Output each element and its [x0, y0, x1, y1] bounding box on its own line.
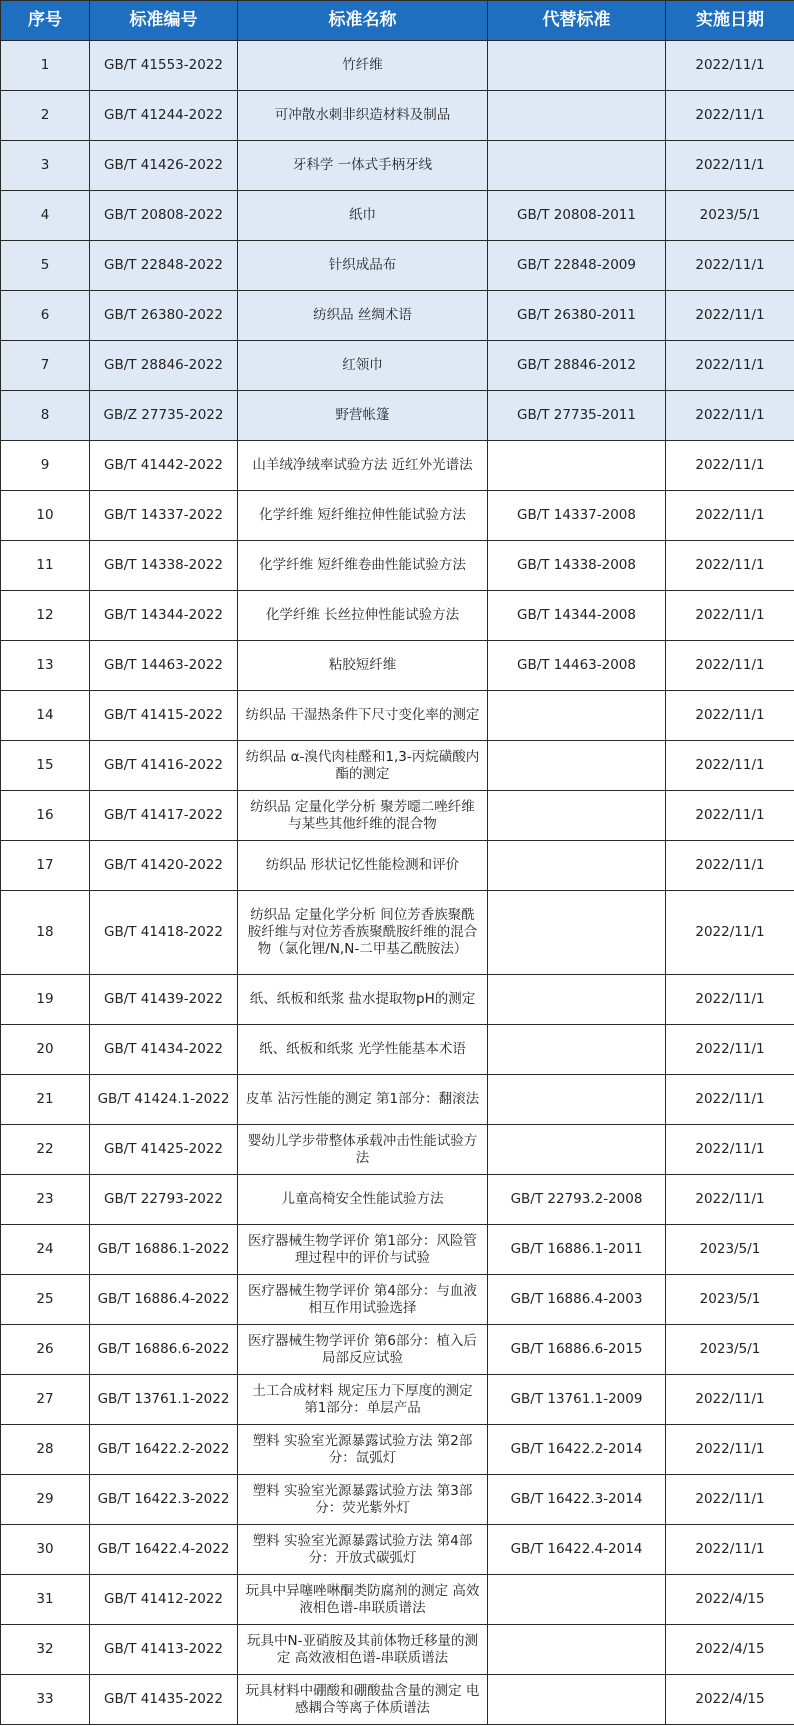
header-row: [1, 1, 794, 41]
standard-code: GB/T 41439-2022: [90, 975, 238, 1025]
replaced-standard: [488, 1025, 666, 1075]
standard-code: GB/T 13761.1-2022: [90, 1375, 238, 1425]
table-row: [1, 591, 794, 641]
replaced-standard: [488, 1625, 666, 1675]
standard-name: 纸、纸板和纸浆 盐水提取物pH的测定: [238, 975, 488, 1025]
effective-date: 2022/11/1: [666, 441, 794, 491]
effective-date: 2022/11/1: [666, 641, 794, 691]
table-row: [1, 141, 794, 191]
standard-code: GB/T 16422.3-2022: [90, 1475, 238, 1525]
table-row: [1, 1225, 794, 1275]
replaced-standard: GB/T 26380-2011: [488, 291, 666, 341]
row-number: 3: [1, 141, 90, 191]
row-number: 29: [1, 1475, 90, 1525]
row-number: 14: [1, 691, 90, 741]
table-row: [1, 341, 794, 391]
replaced-standard: GB/T 16422.2-2014: [488, 1425, 666, 1475]
replaced-standard: GB/T 14337-2008: [488, 491, 666, 541]
table-row: [1, 291, 794, 341]
replaced-standard: [488, 1575, 666, 1625]
effective-date: 2022/4/15: [666, 1625, 794, 1675]
standard-code: GB/Z 27735-2022: [90, 391, 238, 441]
table-row: [1, 1175, 794, 1225]
standard-code: GB/T 22848-2022: [90, 241, 238, 291]
row-number: 17: [1, 841, 90, 891]
effective-date: 2023/5/1: [666, 1225, 794, 1275]
standard-code: GB/T 28846-2022: [90, 341, 238, 391]
replaced-standard: GB/T 13761.1-2009: [488, 1375, 666, 1425]
row-number: 22: [1, 1125, 90, 1175]
standard-code: GB/T 14463-2022: [90, 641, 238, 691]
replaced-standard: GB/T 16422.4-2014: [488, 1525, 666, 1575]
replaced-standard: [488, 1075, 666, 1125]
row-number: 2: [1, 91, 90, 141]
effective-date: 2022/11/1: [666, 975, 794, 1025]
standard-name: 玩具材料中硼酸和硼酸盐含量的测定 电感耦合等离子体质谱法: [238, 1675, 488, 1725]
standard-name: 医疗器械生物学评价 第4部分：与血液相互作用试验选择: [238, 1275, 488, 1325]
standard-code: GB/T 14337-2022: [90, 491, 238, 541]
effective-date: 2022/11/1: [666, 141, 794, 191]
standard-name: 土工合成材料 规定压力下厚度的测定 第1部分：单层产品: [238, 1375, 488, 1425]
table-row: [1, 841, 794, 891]
row-number: 28: [1, 1425, 90, 1475]
table-row: [1, 91, 794, 141]
standard-code: GB/T 41415-2022: [90, 691, 238, 741]
replaced-standard: GB/T 16422.3-2014: [488, 1475, 666, 1525]
row-number: 21: [1, 1075, 90, 1125]
table-row: [1, 491, 794, 541]
standard-code: GB/T 41424.1-2022: [90, 1075, 238, 1125]
table-row: [1, 241, 794, 291]
standard-code: GB/T 41420-2022: [90, 841, 238, 891]
standard-code: GB/T 41417-2022: [90, 791, 238, 841]
standard-code: GB/T 16422.2-2022: [90, 1425, 238, 1475]
effective-date: 2022/11/1: [666, 41, 794, 91]
standard-name: 纺织品 α-溴代肉桂醛和1,3-丙烷磺酸内酯的测定: [238, 741, 488, 791]
replaced-standard: [488, 91, 666, 141]
row-number: 12: [1, 591, 90, 641]
effective-date: 2022/11/1: [666, 691, 794, 741]
row-number: 13: [1, 641, 90, 691]
replaced-standard: [488, 1125, 666, 1175]
standard-name: 纺织品 定量化学分析 间位芳香族聚酰胺纤维与对位芳香族聚酰胺纤维的混合物（氯化锂/N,N-二甲基乙酰胺法）: [238, 891, 488, 975]
standard-code: GB/T 41244-2022: [90, 91, 238, 141]
standard-code: GB/T 41435-2022: [90, 1675, 238, 1725]
replaced-standard: GB/T 14338-2008: [488, 541, 666, 591]
standard-name: 竹纤维: [238, 41, 488, 91]
standard-code: GB/T 14344-2022: [90, 591, 238, 641]
effective-date: 2022/11/1: [666, 741, 794, 791]
standard-code: GB/T 41425-2022: [90, 1125, 238, 1175]
standard-code: GB/T 41416-2022: [90, 741, 238, 791]
replaced-standard: GB/T 20808-2011: [488, 191, 666, 241]
standard-name: 粘胶短纤维: [238, 641, 488, 691]
row-number: 4: [1, 191, 90, 241]
table-row: [1, 541, 794, 591]
row-number: 26: [1, 1325, 90, 1375]
table-row: [1, 1575, 794, 1625]
replaced-standard: [488, 975, 666, 1025]
effective-date: 2022/11/1: [666, 841, 794, 891]
standard-code: GB/T 26380-2022: [90, 291, 238, 341]
effective-date: 2022/11/1: [666, 1475, 794, 1525]
effective-date: 2022/11/1: [666, 541, 794, 591]
effective-date: 2022/11/1: [666, 1175, 794, 1225]
replaced-standard: [488, 741, 666, 791]
effective-date: 2022/11/1: [666, 591, 794, 641]
standard-code: GB/T 41426-2022: [90, 141, 238, 191]
row-number: 16: [1, 791, 90, 841]
row-number: 6: [1, 291, 90, 341]
row-number: 7: [1, 341, 90, 391]
effective-date: 2022/4/15: [666, 1675, 794, 1725]
row-number: 25: [1, 1275, 90, 1325]
replaced-standard: [488, 141, 666, 191]
standard-code: GB/T 22793-2022: [90, 1175, 238, 1225]
standard-name: 塑料 实验室光源暴露试验方法 第2部分：氙弧灯: [238, 1425, 488, 1475]
col-header-name: 标准名称: [238, 1, 488, 41]
replaced-standard: GB/T 14463-2008: [488, 641, 666, 691]
table-row: [1, 1325, 794, 1375]
standard-code: GB/T 41442-2022: [90, 441, 238, 491]
standard-name: 针织成品布: [238, 241, 488, 291]
col-header-code: 标准编号: [90, 1, 238, 41]
table-row: [1, 391, 794, 441]
standard-name: 婴幼儿学步带整体承载冲击性能试验方法: [238, 1125, 488, 1175]
row-number: 8: [1, 391, 90, 441]
standard-name: 牙科学 一体式手柄牙线: [238, 141, 488, 191]
standard-code: GB/T 41412-2022: [90, 1575, 238, 1625]
effective-date: 2022/11/1: [666, 1525, 794, 1575]
table-row: [1, 1275, 794, 1325]
replaced-standard: GB/T 14344-2008: [488, 591, 666, 641]
col-header-no: 序号: [1, 1, 90, 41]
effective-date: 2022/11/1: [666, 1375, 794, 1425]
replaced-standard: GB/T 28846-2012: [488, 341, 666, 391]
replaced-standard: [488, 41, 666, 91]
row-number: 24: [1, 1225, 90, 1275]
table-row: [1, 975, 794, 1025]
standard-code: GB/T 41413-2022: [90, 1625, 238, 1675]
standard-name: 山羊绒净绒率试验方法 近红外光谱法: [238, 441, 488, 491]
row-number: 23: [1, 1175, 90, 1225]
table-row: [1, 1075, 794, 1125]
effective-date: 2022/11/1: [666, 1075, 794, 1125]
standard-code: GB/T 41553-2022: [90, 41, 238, 91]
table-row: [1, 1125, 794, 1175]
standard-name: 化学纤维 长丝拉伸性能试验方法: [238, 591, 488, 641]
row-number: 10: [1, 491, 90, 541]
effective-date: 2022/11/1: [666, 391, 794, 441]
table-row: [1, 691, 794, 741]
effective-date: 2022/11/1: [666, 1125, 794, 1175]
standard-name: 皮革 沾污性能的测定 第1部分：翻滚法: [238, 1075, 488, 1125]
standard-name: 医疗器械生物学评价 第6部分：植入后局部反应试验: [238, 1325, 488, 1375]
replaced-standard: GB/T 16886.6-2015: [488, 1325, 666, 1375]
standard-name: 玩具中N-亚硝胺及其前体物迁移量的测定 高效液相色谱-串联质谱法: [238, 1625, 488, 1675]
standard-code: GB/T 20808-2022: [90, 191, 238, 241]
row-number: 18: [1, 891, 90, 975]
replaced-standard: [488, 441, 666, 491]
table-row: [1, 1475, 794, 1525]
effective-date: 2022/11/1: [666, 791, 794, 841]
standard-name: 纺织品 干湿热条件下尺寸变化率的测定: [238, 691, 488, 741]
replaced-standard: [488, 1675, 666, 1725]
replaced-standard: [488, 841, 666, 891]
col-header-date: 实施日期: [666, 1, 794, 41]
row-number: 31: [1, 1575, 90, 1625]
standard-name: 可冲散水刺非织造材料及制品: [238, 91, 488, 141]
effective-date: 2023/5/1: [666, 1275, 794, 1325]
replaced-standard: GB/T 16886.1-2011: [488, 1225, 666, 1275]
effective-date: 2023/5/1: [666, 191, 794, 241]
effective-date: 2022/11/1: [666, 491, 794, 541]
replaced-standard: [488, 891, 666, 975]
effective-date: 2022/11/1: [666, 891, 794, 975]
table-row: [1, 441, 794, 491]
table-row: [1, 1425, 794, 1475]
standard-name: 塑料 实验室光源暴露试验方法 第4部分：开放式碳弧灯: [238, 1525, 488, 1575]
table-row: [1, 1025, 794, 1075]
table-row: [1, 791, 794, 841]
standard-code: GB/T 41418-2022: [90, 891, 238, 975]
standard-name: 化学纤维 短纤维卷曲性能试验方法: [238, 541, 488, 591]
row-number: 1: [1, 41, 90, 91]
standard-code: GB/T 16886.6-2022: [90, 1325, 238, 1375]
standard-name: 纺织品 丝绸术语: [238, 291, 488, 341]
standard-name: 纸、纸板和纸浆 光学性能基本术语: [238, 1025, 488, 1075]
effective-date: 2022/11/1: [666, 91, 794, 141]
table-row: [1, 191, 794, 241]
standard-name: 纺织品 形状记忆性能检测和评价: [238, 841, 488, 891]
row-number: 27: [1, 1375, 90, 1425]
table-row: [1, 1525, 794, 1575]
replaced-standard: GB/T 27735-2011: [488, 391, 666, 441]
table-row: [1, 741, 794, 791]
effective-date: 2022/11/1: [666, 341, 794, 391]
standard-code: GB/T 16886.1-2022: [90, 1225, 238, 1275]
standard-name: 野营帐篷: [238, 391, 488, 441]
standard-name: 玩具中异噻唑啉酮类防腐剂的测定 高效液相色谱-串联质谱法: [238, 1575, 488, 1625]
table-row: [1, 1675, 794, 1725]
standard-code: GB/T 14338-2022: [90, 541, 238, 591]
row-number: 9: [1, 441, 90, 491]
effective-date: 2022/4/15: [666, 1575, 794, 1625]
replaced-standard: GB/T 22793.2-2008: [488, 1175, 666, 1225]
row-number: 5: [1, 241, 90, 291]
replaced-standard: [488, 791, 666, 841]
row-number: 20: [1, 1025, 90, 1075]
row-number: 11: [1, 541, 90, 591]
row-number: 30: [1, 1525, 90, 1575]
table-row: [1, 891, 794, 975]
table-row: [1, 1375, 794, 1425]
col-header-replace: 代替标准: [488, 1, 666, 41]
table-row: [1, 1625, 794, 1675]
replaced-standard: GB/T 22848-2009: [488, 241, 666, 291]
standard-name: 儿童高椅安全性能试验方法: [238, 1175, 488, 1225]
effective-date: 2022/11/1: [666, 1025, 794, 1075]
standard-code: GB/T 16886.4-2022: [90, 1275, 238, 1325]
effective-date: 2022/11/1: [666, 241, 794, 291]
replaced-standard: [488, 691, 666, 741]
row-number: 33: [1, 1675, 90, 1725]
standard-name: 医疗器械生物学评价 第1部分：风险管理过程中的评价与试验: [238, 1225, 488, 1275]
standard-name: 纸巾: [238, 191, 488, 241]
effective-date: 2023/5/1: [666, 1325, 794, 1375]
replaced-standard: GB/T 16886.4-2003: [488, 1275, 666, 1325]
table-row: [1, 41, 794, 91]
standard-name: 塑料 实验室光源暴露试验方法 第3部分：荧光紫外灯: [238, 1475, 488, 1525]
standard-name: 化学纤维 短纤维拉伸性能试验方法: [238, 491, 488, 541]
effective-date: 2022/11/1: [666, 1425, 794, 1475]
standard-name: 红领巾: [238, 341, 488, 391]
effective-date: 2022/11/1: [666, 291, 794, 341]
row-number: 19: [1, 975, 90, 1025]
standard-code: GB/T 16422.4-2022: [90, 1525, 238, 1575]
table-row: [1, 641, 794, 691]
standard-code: GB/T 41434-2022: [90, 1025, 238, 1075]
row-number: 32: [1, 1625, 90, 1675]
standard-name: 纺织品 定量化学分析 聚芳噁二唑纤维与某些其他纤维的混合物: [238, 791, 488, 841]
row-number: 15: [1, 741, 90, 791]
